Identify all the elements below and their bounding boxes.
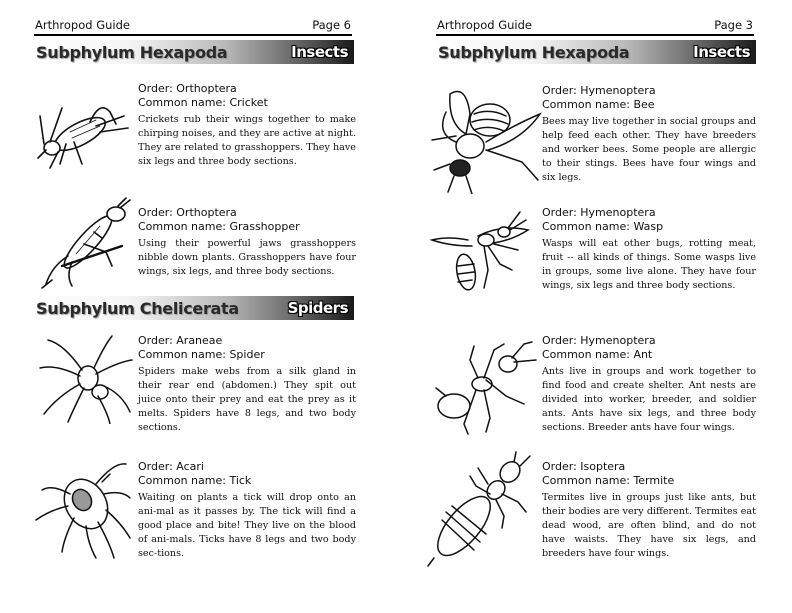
entry-description: Using their powerful jaws grasshoppers nibble down plants. Grasshoppers have four wings, six legs, and three body sections. xyxy=(138,238,356,277)
page-number: Page 3 xyxy=(714,18,753,32)
entry-cricket xyxy=(138,82,356,169)
common-name-label: Common name: Ant xyxy=(542,348,653,361)
spider-illustration xyxy=(34,334,134,424)
order-label: Order: Acari xyxy=(138,460,204,473)
subphylum-title: Subphylum Chelicerata xyxy=(36,299,239,318)
section-header-chelicerata xyxy=(34,296,354,320)
entry-description: Ants live in groups and work together to find food and create shelter. Ant nests are divided into worker, breeder, and soldier ants. Ants have six legs, and three body sections. Breeder ants have four wings. xyxy=(542,366,756,433)
entry-description: Termites live in groups just like ants, but their bodies are very different. Termites eat dead wood, are often blind, and do not have waists. They have six legs, and breeders have four wings. xyxy=(542,492,756,559)
order-label: Order: Hymenoptera xyxy=(542,206,656,219)
subphylum-title: Subphylum Hexapoda xyxy=(36,43,228,62)
order-label: Order: Hymenoptera xyxy=(542,84,656,97)
common-name-label: Common name: Bee xyxy=(542,98,655,111)
entry-ant xyxy=(542,334,756,435)
common-name-label: Common name: Cricket xyxy=(138,96,268,109)
entry-tick xyxy=(138,460,356,561)
running-header xyxy=(436,18,754,36)
bee-illustration xyxy=(426,84,542,194)
entry-description: Wasps will eat other bugs, rotting meat, fruit -- all kinds of things. Some wasps live in groups, some live alone. They have four wings, six legs and three body sections. xyxy=(542,238,756,291)
common-name-label: Common name: Termite xyxy=(542,474,675,487)
entry-grasshopper xyxy=(138,206,356,279)
section-tag: Spiders xyxy=(287,299,348,317)
order-label: Order: Orthoptera xyxy=(138,82,237,95)
order-label: Order: Hymenoptera xyxy=(542,334,656,347)
section-tag: Insects xyxy=(291,43,348,61)
ant-illustration xyxy=(424,334,540,438)
entry-wasp xyxy=(542,206,756,293)
page-number: Page 6 xyxy=(312,18,351,32)
order-label: Order: Orthoptera xyxy=(138,206,237,219)
section-header-hexapoda xyxy=(34,40,354,64)
subphylum-title: Subphylum Hexapoda xyxy=(438,43,630,62)
running-header xyxy=(34,18,352,36)
grasshopper-illustration xyxy=(32,196,136,292)
termite-illustration xyxy=(420,450,536,570)
common-name-label: Common name: Tick xyxy=(138,474,252,487)
wasp-illustration xyxy=(428,206,540,302)
common-name-label: Common name: Spider xyxy=(138,348,265,361)
running-title: Arthropod Guide xyxy=(35,18,130,32)
entry-description: Waiting on plants a tick will drop onto an ani-mal as it passes by. The tick will find a good place and bite! They live on the blood of ani-mals. Ticks have 8 legs and two body sec-tions. xyxy=(138,492,356,559)
entry-bee xyxy=(542,84,756,185)
entry-description: Crickets rub their wings together to make chirping noises, and they are active at night. They are related to grasshoppers. They have six legs and three body sections. xyxy=(138,114,356,167)
common-name-label: Common name: Wasp xyxy=(542,220,664,233)
section-header-hexapoda xyxy=(436,40,756,64)
common-name-label: Common name: Grasshopper xyxy=(138,220,300,233)
right-page xyxy=(396,0,792,613)
entry-description: Spiders make webs from a silk gland in their rear end (abdomen.) They spit out juice onto their prey and eat the prey as it melts. Spiders have 8 legs, and two body sections. xyxy=(138,366,356,433)
order-label: Order: Isoptera xyxy=(542,460,626,473)
section-tag: Insects xyxy=(693,43,750,61)
order-label: Order: Araneae xyxy=(138,334,223,347)
cricket-illustration xyxy=(30,92,130,172)
tick-illustration xyxy=(30,454,134,560)
entry-spider xyxy=(138,334,356,435)
entry-description: Bees may live together in social groups and help feed each other. They have breeders and worker bees. Some people are allergic to their stings. Bees have four wings and six legs. xyxy=(542,116,756,183)
entry-termite xyxy=(542,460,756,561)
running-title: Arthropod Guide xyxy=(437,18,532,32)
